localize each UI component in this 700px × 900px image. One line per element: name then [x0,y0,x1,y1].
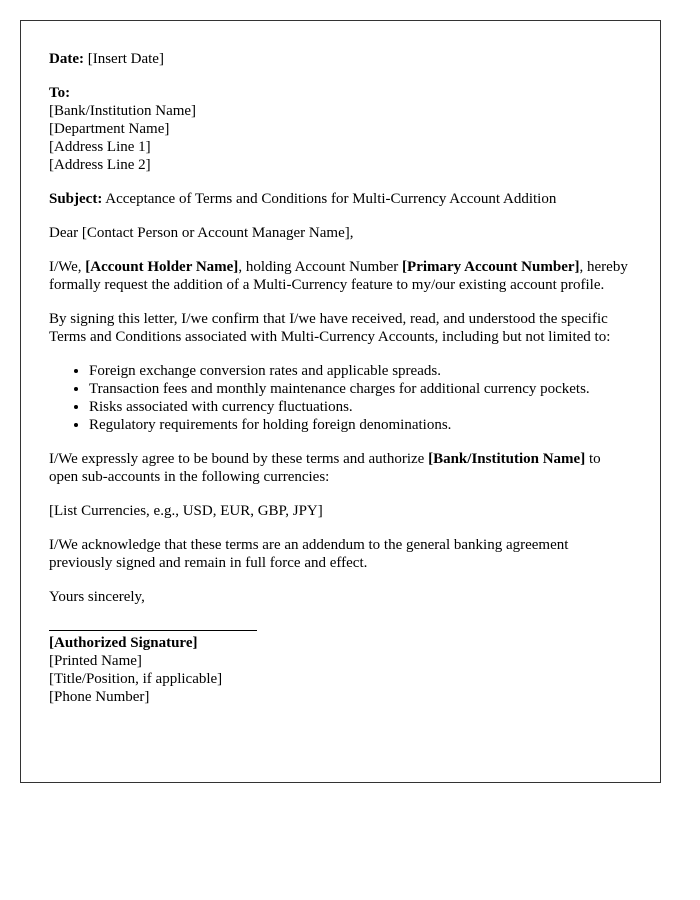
list-item: • Foreign exchange conversion rates and applicable spreads. [89,362,632,380]
authorization-suffix: to open sub-accounts in the following currencies: [49,451,601,485]
recipient-department: [Department Name] [49,121,170,137]
signer-phone: [Phone Number] [49,689,150,705]
acknowledgement-paragraph: I/We acknowledge that these terms are an addendum to the general banking agreement previously signed and remain in full force and effect. [49,537,569,571]
list-item: • Transaction fees and monthly maintenance charges for additional currency pockets. [89,380,632,398]
confirmation-paragraph: By signing this letter, I/we confirm that I/we have received, read, and understood the specific Terms and Conditions associated with Multi-Currency Accounts, including but not limited to: [49,311,611,345]
recipient-address-2: [Address Line 2] [49,157,151,173]
subject-text: Acceptance of Terms and Conditions for Multi-Currency Account Addition [105,191,557,207]
recipient-block [49,84,632,174]
signature-label: [Authorized Signature] [49,635,198,651]
request-prefix: I/We, [49,259,82,275]
currency-list: [List Currencies, e.g., USD, EUR, GBP, JPY] [49,503,323,519]
list-item: • Regulatory requirements for holding foreign denominations. [89,416,632,434]
account-holder-name: [Account Holder Name] [85,259,239,275]
date-line [49,50,632,68]
recipient-label: To: [49,85,71,101]
subject-label: Subject: [49,191,103,207]
primary-account-number: [Primary Account Number] [402,259,580,275]
request-suffix: , hereby formally request the addition of a Multi-Currency feature to my/our existing account profile. [49,259,628,293]
request-middle: , holding Account Number [238,259,399,275]
signature-line [49,630,257,631]
request-paragraph [49,258,632,294]
letter-page [20,20,661,783]
terms-list [49,362,632,434]
closing: Yours sincerely, [49,589,145,605]
authorization-paragraph [49,450,632,486]
subject-line [49,190,632,208]
authorized-bank-name: [Bank/Institution Name] [428,451,586,467]
list-item: • Risks associated with currency fluctuations. [89,398,632,416]
date-label: Date: [49,51,84,67]
printed-name: [Printed Name] [49,653,142,669]
salutation: Dear [Contact Person or Account Manager Name], [49,225,354,241]
recipient-bank: [Bank/Institution Name] [49,103,197,119]
authorization-prefix: I/We expressly agree to be bound by these terms and authorize [49,451,425,467]
recipient-address-1: [Address Line 1] [49,139,151,155]
date-value: [Insert Date] [87,51,164,67]
signature-block [49,634,632,706]
signer-title: [Title/Position, if applicable] [49,671,223,687]
